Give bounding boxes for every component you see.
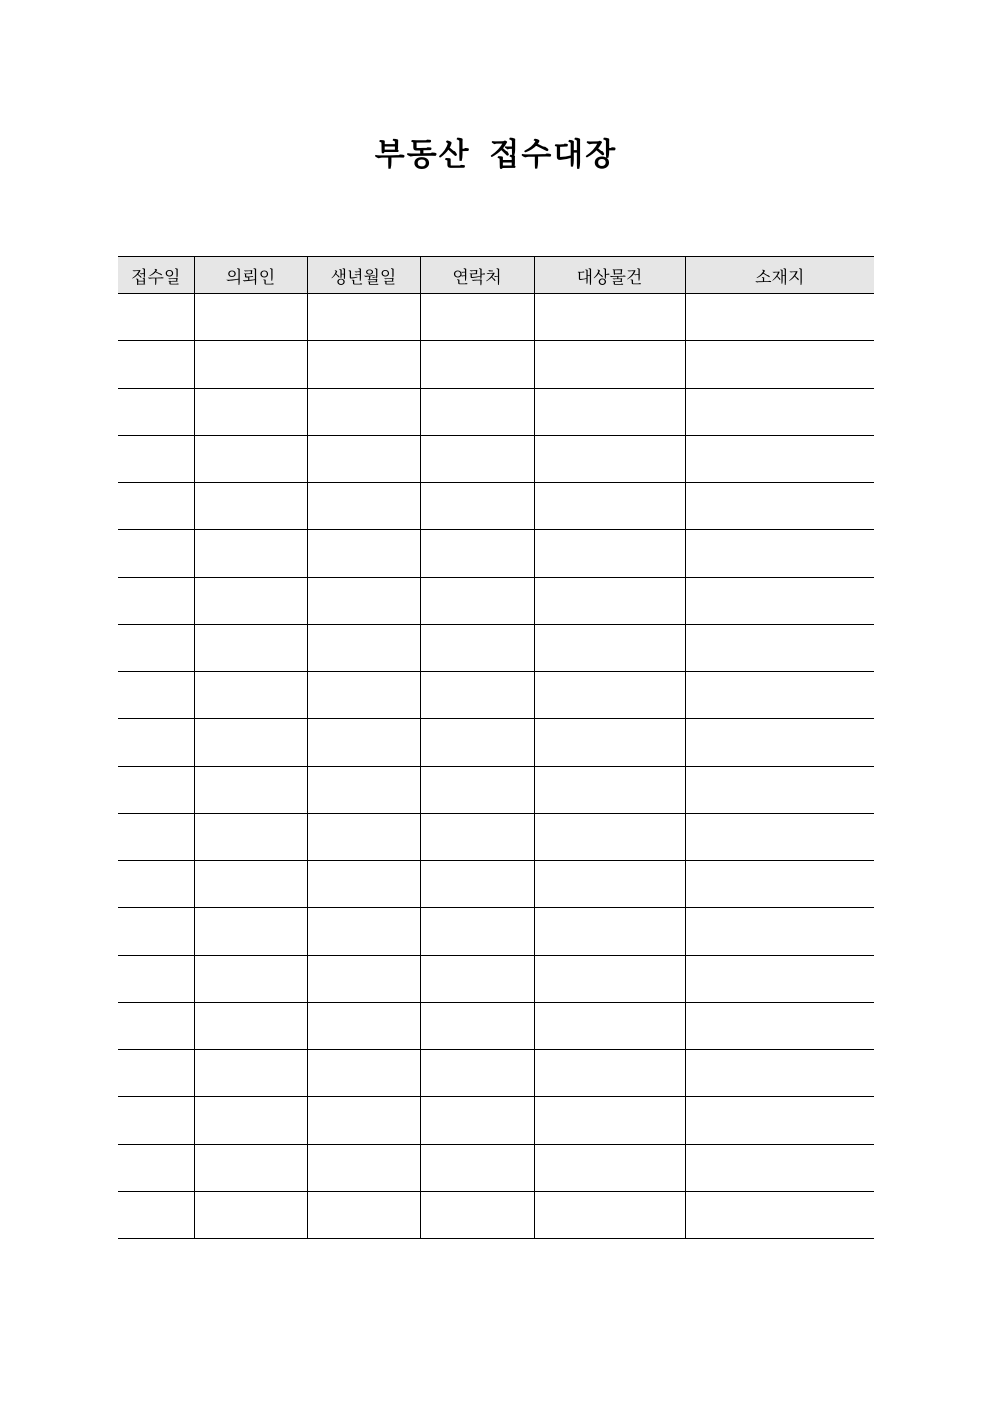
table-row: [118, 530, 874, 577]
table-row: [118, 435, 874, 482]
table-cell-location: [685, 294, 874, 341]
header-cell-contact: 연락처: [420, 257, 534, 294]
table-cell-client: [194, 766, 307, 813]
table-cell-contact: [420, 435, 534, 482]
table-cell-birth-date: [307, 719, 420, 766]
table-row: [118, 766, 874, 813]
table-cell-birth-date: [307, 766, 420, 813]
table-cell-reception-date: [118, 530, 194, 577]
table-cell-target-property: [534, 435, 685, 482]
header-row: [118, 257, 874, 294]
table-cell-birth-date: [307, 672, 420, 719]
header-cell-target-property: 대상물건: [534, 257, 685, 294]
table-cell-client: [194, 483, 307, 530]
table-cell-reception-date: [118, 294, 194, 341]
header-cell-client: 의뢰인: [194, 257, 307, 294]
table-cell-client: [194, 908, 307, 955]
table-cell-birth-date: [307, 861, 420, 908]
table-row: [118, 624, 874, 671]
table-cell-reception-date: [118, 1002, 194, 1049]
table-cell-target-property: [534, 672, 685, 719]
table-cell-client: [194, 1097, 307, 1144]
table-cell-reception-date: [118, 341, 194, 388]
table-cell-location: [685, 766, 874, 813]
table-cell-contact: [420, 813, 534, 860]
table-cell-contact: [420, 1050, 534, 1097]
table-cell-birth-date: [307, 483, 420, 530]
table-row: [118, 1191, 874, 1238]
table-cell-contact: [420, 530, 534, 577]
reception-register-table: [118, 256, 874, 1239]
table-cell-reception-date: [118, 483, 194, 530]
table-cell-birth-date: [307, 530, 420, 577]
table-cell-location: [685, 955, 874, 1002]
table-cell-birth-date: [307, 294, 420, 341]
table-cell-target-property: [534, 294, 685, 341]
table-row: [118, 813, 874, 860]
table-cell-birth-date: [307, 388, 420, 435]
table-cell-location: [685, 341, 874, 388]
table-cell-client: [194, 813, 307, 860]
table-cell-client: [194, 341, 307, 388]
table-cell-location: [685, 388, 874, 435]
table-cell-contact: [420, 955, 534, 1002]
table-cell-birth-date: [307, 955, 420, 1002]
table-cell-client: [194, 624, 307, 671]
table-cell-birth-date: [307, 908, 420, 955]
table-cell-target-property: [534, 766, 685, 813]
table-cell-reception-date: [118, 1097, 194, 1144]
table-row: [118, 719, 874, 766]
table-header: [118, 257, 874, 294]
table-cell-birth-date: [307, 1002, 420, 1049]
table-row: [118, 1097, 874, 1144]
page-title: 부동산 접수대장: [374, 137, 618, 173]
table-cell-birth-date: [307, 624, 420, 671]
table-cell-contact: [420, 719, 534, 766]
table-cell-client: [194, 388, 307, 435]
table-row: [118, 294, 874, 341]
table-cell-target-property: [534, 813, 685, 860]
table-row: [118, 955, 874, 1002]
table-cell-location: [685, 530, 874, 577]
table-cell-location: [685, 577, 874, 624]
table-cell-target-property: [534, 483, 685, 530]
table-cell-contact: [420, 861, 534, 908]
table-row: [118, 1002, 874, 1049]
table-cell-target-property: [534, 530, 685, 577]
table-cell-client: [194, 719, 307, 766]
table-cell-location: [685, 1050, 874, 1097]
table-cell-location: [685, 1191, 874, 1238]
table-row: [118, 908, 874, 955]
table-row: [118, 483, 874, 530]
table-cell-contact: [420, 483, 534, 530]
table-row: [118, 388, 874, 435]
table-cell-birth-date: [307, 1144, 420, 1191]
table-cell-location: [685, 1097, 874, 1144]
table-cell-location: [685, 719, 874, 766]
table-cell-target-property: [534, 861, 685, 908]
table-cell-reception-date: [118, 1191, 194, 1238]
table-cell-target-property: [534, 1144, 685, 1191]
table-cell-target-property: [534, 577, 685, 624]
table-cell-location: [685, 1144, 874, 1191]
table-cell-birth-date: [307, 435, 420, 482]
table-cell-contact: [420, 766, 534, 813]
table-cell-birth-date: [307, 1050, 420, 1097]
table-cell-location: [685, 483, 874, 530]
table-cell-client: [194, 530, 307, 577]
table-cell-location: [685, 813, 874, 860]
table-cell-target-property: [534, 719, 685, 766]
table-cell-location: [685, 672, 874, 719]
table-cell-location: [685, 861, 874, 908]
table-row: [118, 577, 874, 624]
table-cell-client: [194, 1002, 307, 1049]
table-row: [118, 341, 874, 388]
table-cell-reception-date: [118, 1144, 194, 1191]
table-cell-reception-date: [118, 1050, 194, 1097]
header-cell-birth-date: 생년월일: [307, 257, 420, 294]
table-cell-client: [194, 435, 307, 482]
table-cell-location: [685, 1002, 874, 1049]
table-cell-reception-date: [118, 388, 194, 435]
table-cell-contact: [420, 624, 534, 671]
table-cell-target-property: [534, 1050, 685, 1097]
header-cell-reception-date: 접수일: [118, 257, 194, 294]
table-cell-contact: [420, 1144, 534, 1191]
table-cell-contact: [420, 1002, 534, 1049]
table-cell-reception-date: [118, 813, 194, 860]
table-cell-reception-date: [118, 861, 194, 908]
table-row: [118, 672, 874, 719]
table-cell-client: [194, 672, 307, 719]
table-cell-contact: [420, 577, 534, 624]
table-cell-contact: [420, 1191, 534, 1238]
table-cell-reception-date: [118, 577, 194, 624]
table-cell-contact: [420, 388, 534, 435]
table-body: [118, 294, 874, 1239]
table-cell-contact: [420, 672, 534, 719]
table-cell-birth-date: [307, 577, 420, 624]
table-cell-client: [194, 861, 307, 908]
table-cell-birth-date: [307, 1191, 420, 1238]
table-cell-target-property: [534, 1191, 685, 1238]
table-cell-reception-date: [118, 766, 194, 813]
table-cell-target-property: [534, 908, 685, 955]
table-cell-location: [685, 908, 874, 955]
table-cell-birth-date: [307, 813, 420, 860]
header-cell-location: 소재지: [685, 257, 874, 294]
table-cell-client: [194, 294, 307, 341]
table-cell-target-property: [534, 341, 685, 388]
table-cell-target-property: [534, 1097, 685, 1144]
table-cell-client: [194, 577, 307, 624]
table-row: [118, 1050, 874, 1097]
table-cell-reception-date: [118, 672, 194, 719]
table-row: [118, 1144, 874, 1191]
table-cell-birth-date: [307, 341, 420, 388]
table-cell-contact: [420, 341, 534, 388]
table-cell-client: [194, 1144, 307, 1191]
table-cell-birth-date: [307, 1097, 420, 1144]
table-cell-location: [685, 624, 874, 671]
table-cell-contact: [420, 294, 534, 341]
table-cell-client: [194, 1050, 307, 1097]
table-cell-client: [194, 1191, 307, 1238]
table-row: [118, 861, 874, 908]
table-cell-reception-date: [118, 719, 194, 766]
table-cell-reception-date: [118, 435, 194, 482]
table-cell-location: [685, 435, 874, 482]
table-cell-reception-date: [118, 908, 194, 955]
table-cell-contact: [420, 908, 534, 955]
table-cell-client: [194, 955, 307, 1002]
table-cell-reception-date: [118, 624, 194, 671]
table-cell-contact: [420, 1097, 534, 1144]
table-cell-target-property: [534, 624, 685, 671]
table-cell-target-property: [534, 955, 685, 1002]
table-cell-target-property: [534, 388, 685, 435]
table-cell-target-property: [534, 1002, 685, 1049]
table-cell-reception-date: [118, 955, 194, 1002]
